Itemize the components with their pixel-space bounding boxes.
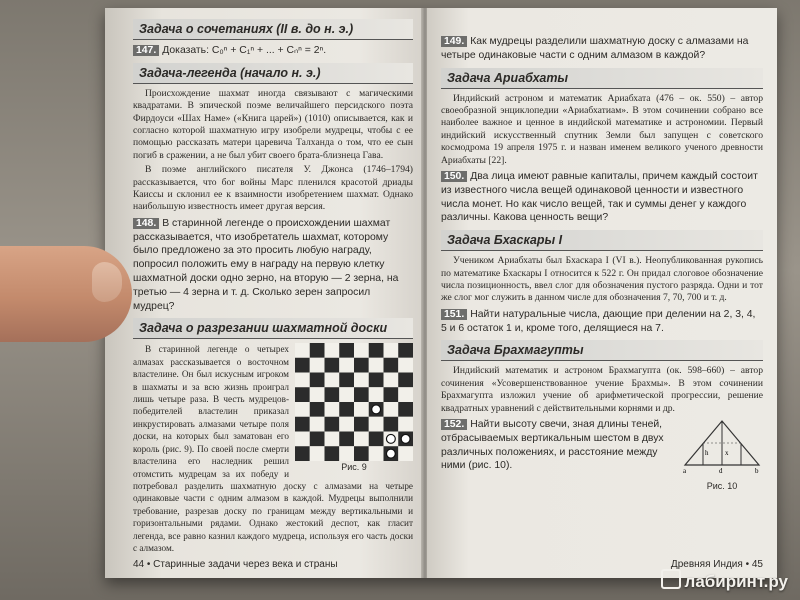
task-text: Как мудрецы разделили шахматную доску с алмазами на четыре одинаковые части с одним алмазом в каждой? [441,36,749,61]
task-text: Найти высоту свечи, зная длины теней, отбрасываемых вертикальным шестом в двух различных положениях, и расстояние между ними (рис. 10). [441,419,664,472]
label-x: x [725,449,729,458]
board-square [325,447,340,462]
candle-triangle-figure [681,417,763,475]
board-square [398,388,413,403]
left-footer: 44 • Старинные задачи через века и страны [133,559,338,570]
paragraph: Индийский математик и астроном Брахмагупта (ок. 598–660) – автор сочинения «Усовершенствованное учение Брахмы». В этом сочинении Брахмагупта изложил учение об арифметической прогрессии, решение квадратных уравнений с действительными корнями и др. [441,365,763,414]
board-square [369,388,384,403]
board-square [354,432,369,447]
heading-legend: Задача-легенда (начало н. э.) [133,63,413,84]
board-square [339,358,354,373]
label-b: b [755,467,759,476]
right-page [427,8,777,578]
board-square [310,388,325,403]
paragraph: В поэме английского писателя У. Джонса (1746–1794) рассказывается, что бог войны Марс пленился красотой дриады Каиссы и склонил ее к взаимности изобретением шахмат. Однако наибольшую известность имеет другая версия. [133,164,413,213]
board-square [339,343,354,358]
chessboard-figure [295,343,413,461]
figure-9 [295,343,413,472]
board-square [398,343,413,358]
board-square [339,417,354,432]
task-number: 149. [441,36,467,47]
task-number: 148. [133,218,159,229]
board-square [295,417,310,432]
figure-10 [681,417,763,491]
board-square [384,388,399,403]
task-147 [133,44,413,58]
board-square [310,373,325,388]
board-square [354,373,369,388]
board-square [384,358,399,373]
board-square [339,388,354,403]
task-number: 151. [441,309,467,320]
board-square [325,388,340,403]
task-text: Два лица имеют равные капиталы, причем каждый состоит из известного числа вещей одинаковой ценности и известного числа монет. Но как число вещей, так и суммы денег у каждого различны. Какова ценность вещи? [441,171,758,224]
board-square [384,417,399,432]
board-square [369,373,384,388]
paragraph: Происхождение шахмат иногда связывают с магическими квадратами. В эпической поэме величайшего персидского поэта Фирдоуси «Шах Наме» («Книга царей») (1010) описывается, как и согласно которой шахматную игру изобрели мудрецы, чтобы с ее помощью рассказать матери царевича Талханда о том, что ее сын погиб в сражении, а не был убит своего брата-близнеца Гава. [133,87,413,161]
paragraph: Учеником Ариабхаты был Бхаскара I (VI в.). Неопубликованная рукопись по математике Бхаскары I относится к 522 г. Он придал слоговое обозначение числа позиционность, ввел слог для обозначения пустого разряда. Одни и тот же слог мог служить в данном числе для обозначения 7, 70, 700 и т. д. [441,255,763,304]
board-square [295,432,310,447]
watermark [661,569,788,592]
figure-caption: Рис. 9 [341,462,367,473]
heading-bhaskara: Задача Бхаскары I [441,230,763,251]
task-148 [133,217,413,314]
board-square [325,417,340,432]
left-page [105,8,423,578]
board-square [369,447,384,462]
fingernail [92,262,122,302]
board-square [295,373,310,388]
figure-caption: Рис. 10 [706,481,738,492]
board-square [354,388,369,403]
task-149 [441,35,763,63]
task-number: 147. [133,45,159,56]
open-book [105,8,777,578]
diamond-marker [401,435,410,444]
board-square [310,358,325,373]
board-square [310,343,325,358]
board-square [369,417,384,432]
board-square [325,373,340,388]
task-number: 152. [441,419,467,430]
board-square [295,358,310,373]
board-square [339,447,354,462]
board-square [325,402,340,417]
board-square [354,402,369,417]
heading-cutting-board: Задача о разрезании шахматной доски [133,318,413,339]
board-square [398,373,413,388]
board-square [339,402,354,417]
task-151 [441,308,763,336]
board-square [295,402,310,417]
board-square [310,432,325,447]
right-footer: Древняя Индия • 45 [670,559,763,570]
heading-brahmagupta: Задача Брахмагупты [441,340,763,361]
board-square [295,447,310,462]
board-square [369,343,384,358]
board-square [339,373,354,388]
diamond-marker [386,435,395,444]
label-a: a [683,467,687,476]
board-square [310,402,325,417]
paragraph: Индийский астроном и математик Ариабхата (476 – ок. 550) – автор своеобразной энциклопедии «Ариабхатиам». В этом сочинении собрано все наиболее важное и ценное в индийской математике и астрономии. Первый индийский искусственный спутник Земли был запущен с советского космодрома 19 апреля 1975 г. и назван именем великого ученого древности Ариабхаты [22]. [441,92,763,166]
task-text: Найти натуральные числа, дающие при делении на 2, 3, 4, 5 и 6 остаток 1 и, кроме того, делящиеся на 7. [441,308,756,334]
board-square [339,432,354,447]
board-square [398,447,413,462]
board-square [295,388,310,403]
board-square [369,358,384,373]
board-square [354,447,369,462]
heading-aryabhata: Задача Ариабхаты [441,68,763,89]
watermark-text: лабиринт.ру [684,572,788,591]
board-square [354,358,369,373]
board-square [325,432,340,447]
board-square [384,343,399,358]
board-square [310,447,325,462]
board-square [384,402,399,417]
board-square [369,432,384,447]
labirint-logo-icon [661,569,681,589]
heading-combinations: Задача о сочетаниях (II в. до н. э.) [133,19,413,40]
board-square [384,373,399,388]
diamond-marker [386,450,395,459]
board-square [354,417,369,432]
task-150 [441,170,763,225]
board-square [398,358,413,373]
board-square [310,417,325,432]
label-d: d [719,467,723,476]
task-text: Доказать: C₀ⁿ + C₁ⁿ + ... + Cₙⁿ = 2ⁿ. [162,45,327,56]
label-h: h [705,449,709,458]
board-square [398,402,413,417]
board-square [354,343,369,358]
board-square [398,417,413,432]
board-square [295,343,310,358]
task-text: В старинной легенде о происхождении шахмат рассказывается, что изобретатель шахмат, которому было предложено за это просить любую награду, попросил положить ему в награду на первую клетку шахматной доски одно зерно, на вторую — 2 зерна, на третью — 4 зерна и т. д. Сколько зерен запросил мудрец? [133,217,399,312]
paragraph: В старинной легенде о четырех алмазах рассказывается о восточном властелине. Он был искусным игроком в шахматы и за всю жизнь проиграл лишь четыре раза. В честь мудрецов-победителей властелин приказал инкрустировать алмазами четыре поля доски, на которых был заматован его король (рис. 9). По своей после смерти властелина его наследник решил отомстить мудрецам за их победу и потребовал разделить шахматную доску с алмазами на четыре одинаковые части с одним алмазом в каждой. Мудрецы выполнили требование, разрезав доску по границам между вертикальными и горизонтальными рядами. Однако жестокий деспот, как гласит легенда, все равно казнил каждого мудреца, используя его часть доски с алмазом. [133,344,413,553]
board-square [325,343,340,358]
board-square [325,358,340,373]
diamond-marker [372,405,381,414]
task-number: 150. [441,171,467,182]
